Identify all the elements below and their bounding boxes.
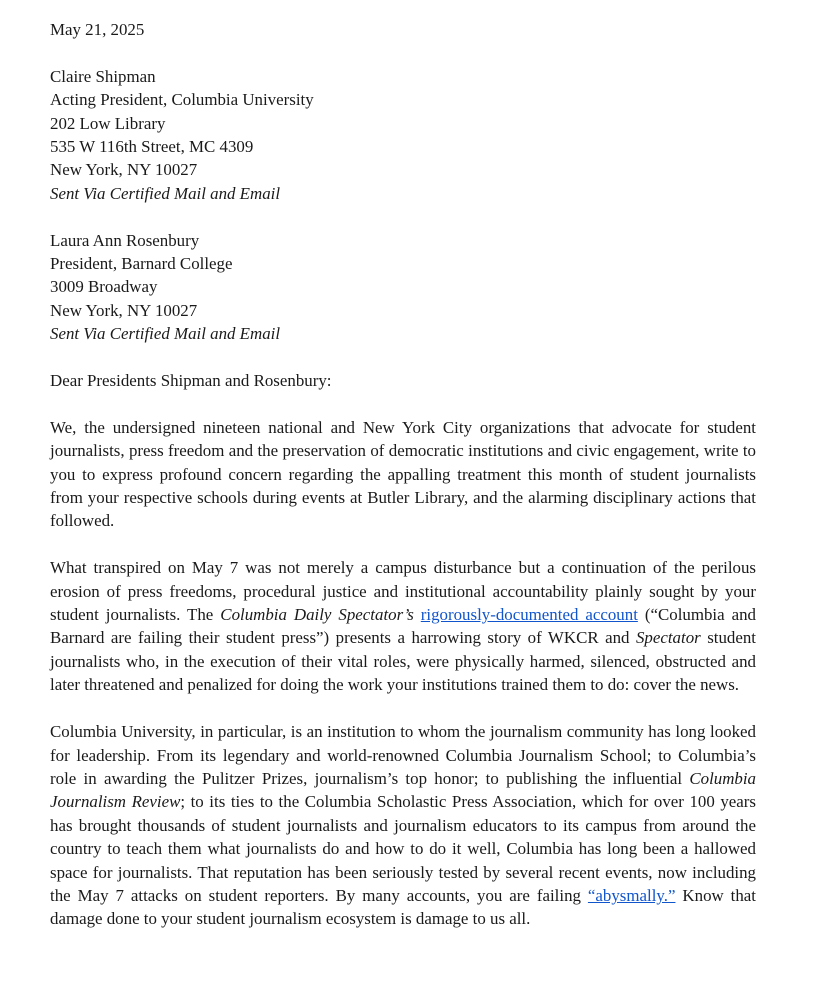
recipient-1-title: Acting President, Columbia University — [50, 90, 314, 110]
spacer — [50, 533, 756, 556]
spacer — [50, 346, 756, 369]
paragraph-3 — [50, 720, 756, 931]
recipient-2-name: Laura Ann Rosenbury — [50, 230, 200, 250]
recipient-block-1 — [50, 65, 756, 205]
paragraph-3-text-c: Know that damage done to your student journalism ecosystem is damage to us all. — [50, 885, 756, 929]
abysmally-link[interactable]: “abysmally.” — [587, 885, 676, 905]
recipient-1-delivery: Sent Via Certified Mail and Email — [50, 183, 281, 203]
publication-name: Columbia Daily Spectator’s — [220, 605, 414, 625]
salutation: Dear Presidents Shipman and Rosenbury: — [50, 371, 332, 391]
paragraph-2-text-d: student journalists who, in the execution of their vital roles, were physically harmed, silenced, obstructed and later threatened and penalized for doing the work your institutions trained them to do: cover the news. — [50, 628, 757, 695]
publication-name-cjr: Columbia Journalism Review — [50, 768, 756, 812]
letter-date: May 21, 2025 — [50, 20, 145, 39]
recipient-2-delivery: Sent Via Certified Mail and Email — [50, 324, 281, 344]
paragraph-2-text-c: (“Columbia and Barnard are failing their student press”) presents a harrowing story of WKCR and — [50, 605, 756, 648]
recipient-2-title: President, Barnard College — [50, 254, 233, 274]
recipient-1-name: Claire Shipman — [50, 66, 156, 86]
documented-account-link[interactable]: rigorously-documented account — [420, 605, 638, 625]
recipient-2-city: New York, NY 10027 — [50, 300, 198, 320]
letter-page — [50, 18, 756, 931]
paragraph-2 — [50, 556, 756, 696]
paragraph-3-text-b: ; to its ties to the Columbia Scholastic Press Association, which for over 100 years has brought thousands of student journalists and journalism educators to its campus from around the country to teach them what journalists do and how to do it well, Columbia has long been a hallowed space for journalists. That reputation has been seriously tested by several recent events, now including the May 7 attacks on student reporters. By many accounts, you are failing — [50, 792, 756, 905]
spacer — [50, 205, 756, 228]
recipient-2-address-1: 3009 Broadway — [50, 277, 158, 297]
recipient-1-address-2: 535 W 116th Street, MC 4309 — [50, 137, 254, 157]
paragraph-2-text-a: What transpired on May 7 was not merely a campus disturbance but a continuation of the perilous erosion of press freedoms, procedural justice and institutional accountability plainly sought by your student journalists. The — [50, 558, 756, 625]
paragraph-2-text-b — [414, 605, 421, 624]
paragraph-1: We, the undersigned nineteen national and New York City organizations that advocate for student journalists, press freedom and the preservation of democratic institutions and civic engagement, write to you to express profound concern regarding the appalling treatment this month of student journalists from your respective schools during events at Butler Library, and the alarming disciplinary actions that followed. — [50, 417, 756, 531]
paragraph-3-text-a: Columbia University, in particular, is an institution to whom the journalism community has long looked for leadership. From its legendary and world-renowned Columbia Journalism School; to Columbia’s role in awarding the Pulitzer Prizes, journalism’s top honor; to publishing the influential — [50, 722, 756, 788]
publication-name-short: Spectator — [635, 628, 701, 648]
spacer — [50, 392, 756, 415]
recipient-block-2 — [50, 229, 756, 346]
spacer — [50, 697, 756, 720]
recipient-1-address-1: 202 Low Library — [50, 113, 166, 133]
recipient-1-city: New York, NY 10027 — [50, 160, 198, 180]
spacer — [50, 41, 756, 64]
